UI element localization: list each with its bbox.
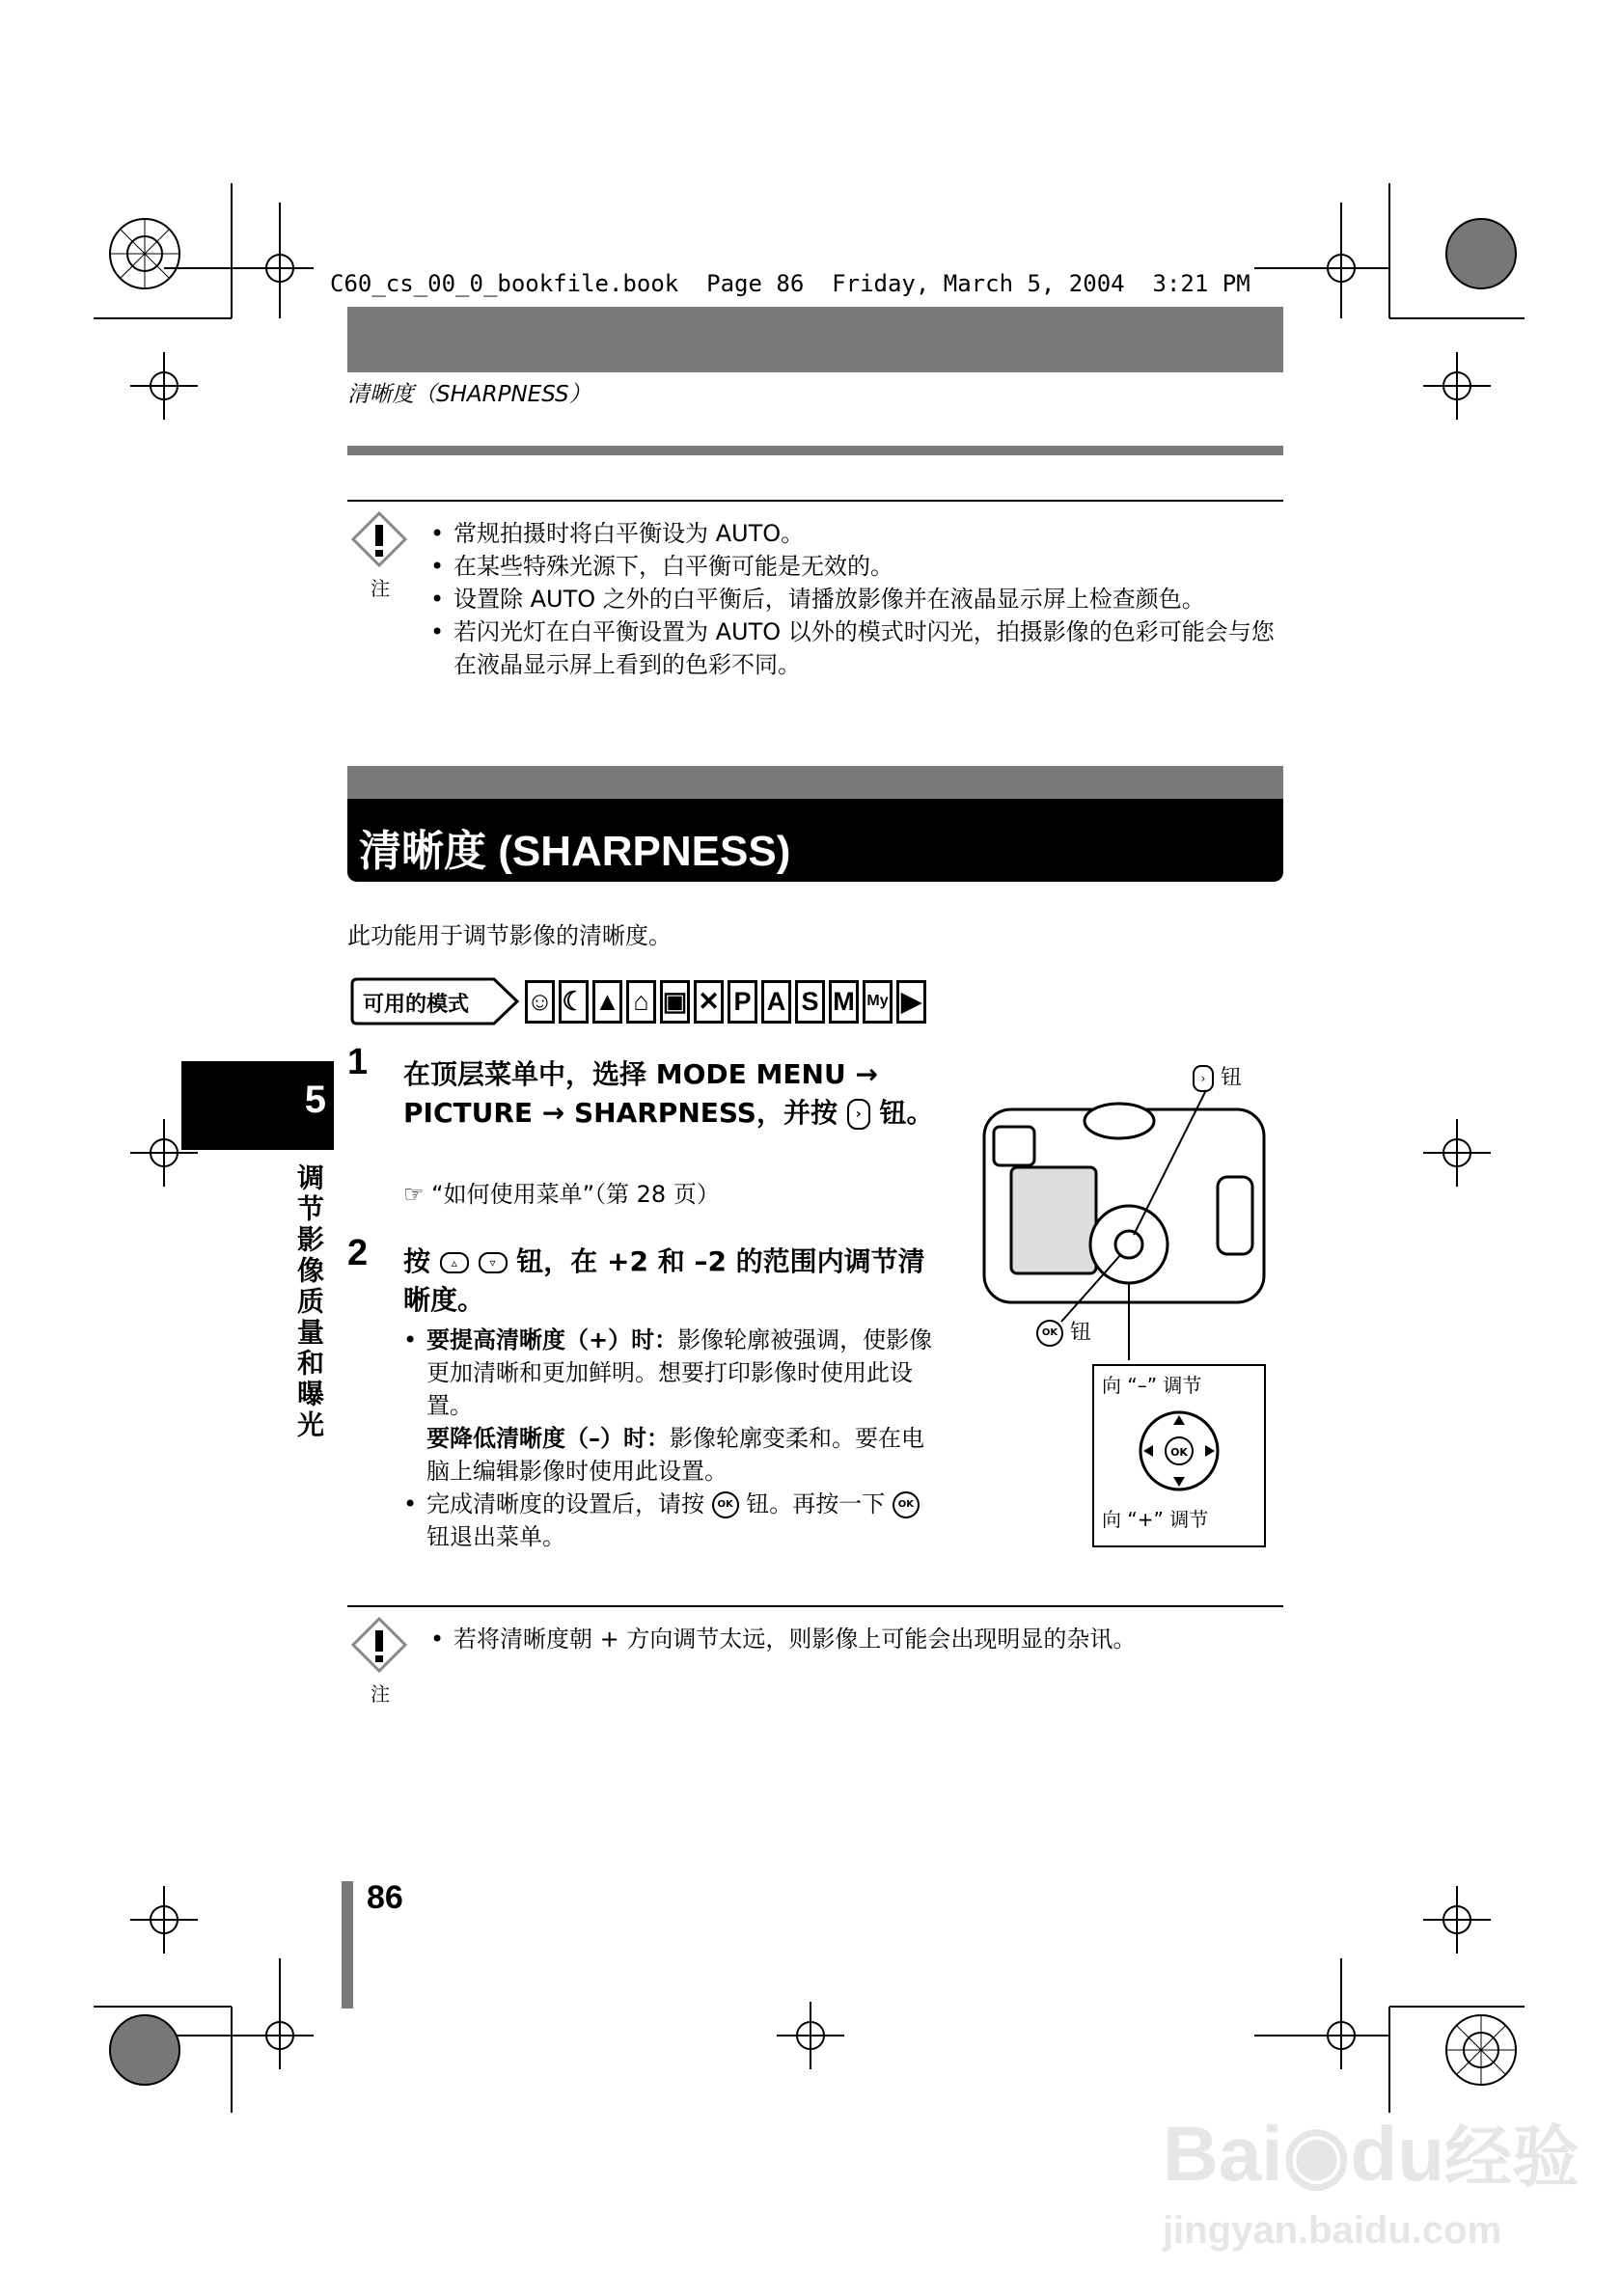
header-band bbox=[347, 307, 1283, 372]
note-bottom-rule bbox=[347, 1605, 1283, 1607]
page-number: 86 bbox=[367, 1879, 403, 1916]
ok-button-icon: OK bbox=[1170, 1446, 1188, 1459]
my-mode-icon: My bbox=[863, 980, 893, 1024]
watermark-brand: Bai bbox=[1163, 2111, 1283, 2197]
night-scene-mode-icon: ▣ bbox=[660, 980, 690, 1024]
step-1-ref-text: “如何使用菜单”（第 28 页） bbox=[431, 1181, 720, 1208]
step-1-text bbox=[403, 1055, 944, 1133]
section-title-box bbox=[347, 799, 1283, 882]
ok-button-icon: OK bbox=[1036, 1320, 1063, 1347]
decrease-text: 影像轮廓变柔和。要在电脑上编辑影像时使用此设置。 bbox=[426, 1425, 924, 1485]
chapter-tab bbox=[181, 1061, 334, 1150]
chapter-title: 调节影像质量和曝光 bbox=[293, 1163, 325, 1441]
section-title-band bbox=[347, 766, 1283, 799]
finish-text-a: 完成清晰度的设置后，请按 bbox=[426, 1490, 704, 1517]
note-item: • 常规拍摄时将白平衡设为 AUTO。 bbox=[430, 517, 1283, 550]
warning-icon bbox=[351, 511, 407, 567]
minus-direction-label: 向 “–” 调节 bbox=[1102, 1374, 1202, 1397]
note-item: • 在某些特殊光源下，白平衡可能是无效的。 bbox=[430, 550, 1283, 583]
paw-icon: ◉ bbox=[1282, 2111, 1351, 2197]
landscape-mode-icon: ▲ bbox=[592, 980, 622, 1024]
right-arrow-button-icon: › bbox=[1193, 1065, 1214, 1092]
increase-label: 要提高清晰度（+）时： bbox=[426, 1326, 678, 1353]
portrait-mode-icon: ☺ bbox=[525, 980, 555, 1024]
movie-mode-icon: ▶ bbox=[896, 980, 926, 1024]
watermark-url: jingyan.baidu.com bbox=[1163, 2209, 1502, 2252]
step-2-instruction: 按 bbox=[403, 1245, 431, 1277]
right-button-callout bbox=[1193, 1061, 1242, 1092]
finish-text-c: 钮退出菜单。 bbox=[426, 1523, 565, 1550]
note-item: • 若将清晰度朝 + 方向调节太远，则影像上可能会出现明显的杂讯。 bbox=[430, 1623, 1283, 1655]
right-button-label: 钮 bbox=[1221, 1066, 1243, 1090]
ok-button-callout bbox=[1036, 1316, 1091, 1347]
ok-button-icon: OK bbox=[712, 1491, 739, 1518]
mode-s: S bbox=[795, 980, 825, 1024]
chapter-number: 5 bbox=[304, 1079, 326, 1121]
modes-label: 可用的模式 bbox=[363, 993, 470, 1017]
note-bottom-icon bbox=[351, 1617, 409, 1707]
arrow-pad-icon bbox=[1094, 1398, 1264, 1504]
note-bottom-label: 注 bbox=[371, 1682, 390, 1706]
watermark-suffix: 经验 bbox=[1444, 2119, 1580, 2195]
night-portrait-mode-icon: ☾ bbox=[559, 980, 589, 1024]
down-button-icon: ▿ bbox=[479, 1252, 508, 1273]
warning-icon bbox=[351, 1617, 407, 1673]
plus-direction-label: 向 “+” 调节 bbox=[1102, 1508, 1209, 1531]
page-number-bar bbox=[342, 1881, 353, 2009]
print-header: C60_cs_00_0_bookfile.book Page 86 Friday, March 5, 2004 3:21 PM bbox=[330, 270, 1250, 297]
mode-a: A bbox=[761, 980, 791, 1024]
running-title: 清晰度（SHARPNESS） bbox=[347, 382, 591, 407]
reference-hand-icon: ☞ bbox=[403, 1181, 425, 1208]
decrease-label: 要降低清晰度（–）时： bbox=[426, 1425, 670, 1452]
sharpness-increase-item bbox=[403, 1324, 944, 1488]
landscape-portrait-mode-icon: ⌂ bbox=[626, 980, 656, 1024]
header-rule bbox=[347, 446, 1283, 455]
watermark-brand-2: du bbox=[1350, 2111, 1445, 2197]
watermark-logo bbox=[1163, 2103, 1580, 2200]
step-2-number: 2 bbox=[347, 1233, 369, 1273]
note-top-icon bbox=[351, 511, 409, 601]
step-2-instruction-tail: 钮，在 +2 和 –2 的范围内调节清晰度。 bbox=[403, 1245, 925, 1316]
mode-m: M bbox=[829, 980, 859, 1024]
note-item: • 若闪光灯在白平衡设置为 AUTO 以外的模式时闪光，拍摄影像的色彩可能会与您在液晶显示屏上看到的色彩不同。 bbox=[430, 615, 1283, 681]
step-2-text bbox=[403, 1243, 944, 1320]
step-1-number: 1 bbox=[347, 1042, 369, 1082]
section-title: 清晰度 (SHARPNESS) bbox=[359, 828, 791, 875]
increase-text: 影像轮廓被强调，使影像更加清晰和更加鲜明。想要打印影像时使用此设置。 bbox=[426, 1326, 933, 1419]
step-1-ref bbox=[403, 1175, 720, 1209]
note-bottom-list bbox=[430, 1623, 1283, 1655]
ok-button-icon: OK bbox=[893, 1491, 920, 1518]
finish-text-b: 钮。再按一下 bbox=[746, 1490, 886, 1517]
up-button-icon: ▵ bbox=[440, 1252, 469, 1273]
camera-illustration bbox=[975, 1052, 1293, 1360]
step-2-bullets bbox=[403, 1324, 944, 1553]
step-1-instruction: 在顶层菜单中，选择 MODE MENU → PICTURE → SHARPNESS，并按 bbox=[403, 1058, 878, 1129]
finish-item bbox=[403, 1488, 944, 1553]
note-top-list bbox=[430, 517, 1283, 681]
right-arrow-button-icon: › bbox=[847, 1099, 870, 1130]
sports-mode-icon: ✕ bbox=[694, 980, 724, 1024]
ok-button-label: 钮 bbox=[1070, 1321, 1092, 1345]
mode-p: P bbox=[728, 980, 757, 1024]
section-intro: 此功能用于调节影像的清晰度。 bbox=[347, 922, 672, 949]
step-1-instruction-tail: 钮。 bbox=[879, 1097, 934, 1129]
note-top-label: 注 bbox=[371, 577, 390, 600]
note-item: • 设置除 AUTO 之外的白平衡后，请播放影像并在液晶显示屏上检查颜色。 bbox=[430, 583, 1283, 615]
mode-icons bbox=[521, 980, 926, 1024]
note-top-rule bbox=[347, 500, 1283, 502]
dial-inset bbox=[1092, 1364, 1266, 1547]
modes-row bbox=[349, 976, 926, 1026]
